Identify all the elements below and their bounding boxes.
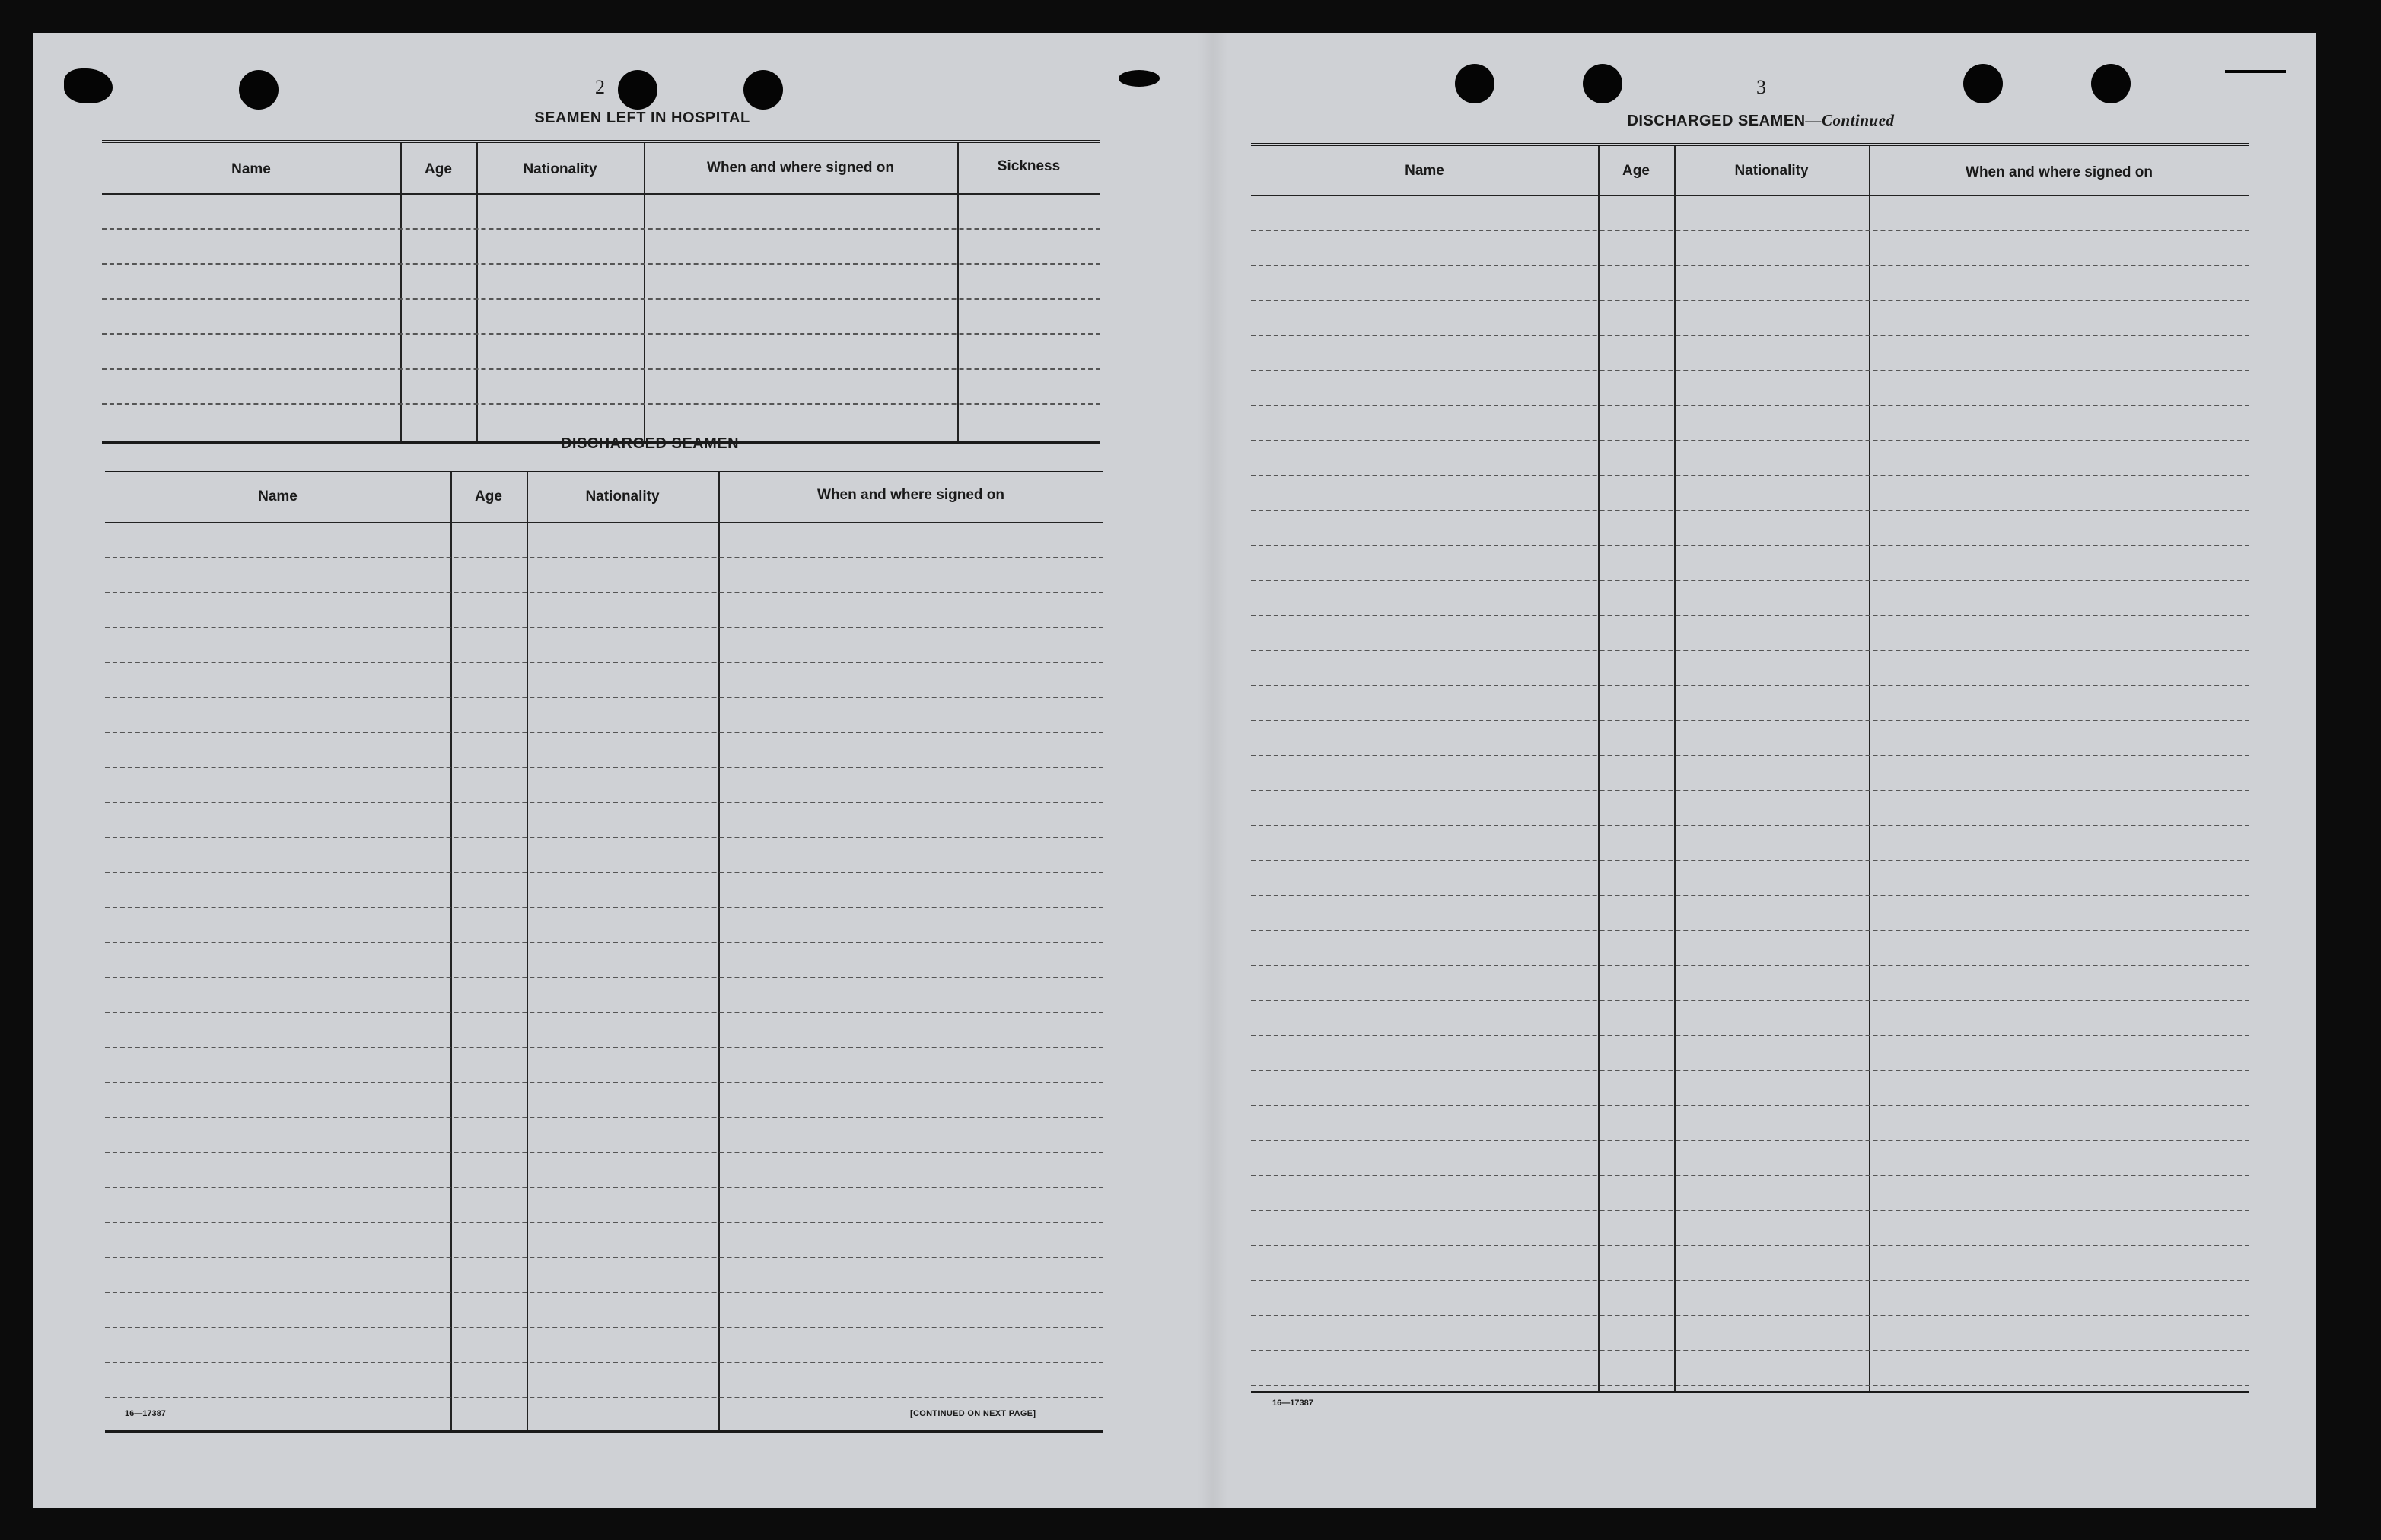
ruled-line [105, 767, 1103, 768]
ruled-line [105, 1222, 1103, 1223]
ruled-line [1251, 825, 2249, 826]
ruled-line [1251, 1035, 2249, 1036]
col-age: Age [425, 161, 452, 177]
ruled-line [1251, 650, 2249, 651]
col-nationality: Nationality [1734, 163, 1809, 179]
ruled-line [105, 1047, 1103, 1048]
col-signed-on: When and where signed on [1966, 164, 2153, 180]
punch-hole [618, 70, 657, 110]
column-rule [400, 143, 402, 441]
ruled-line [102, 368, 1100, 370]
ruled-line [1251, 580, 2249, 581]
column-rule [644, 143, 645, 441]
scanned-sheet [33, 33, 2316, 1508]
ruled-line [1251, 790, 2249, 791]
col-age: Age [1622, 163, 1650, 179]
ruled-line [1251, 965, 2249, 966]
ruled-line [102, 403, 1100, 405]
discharged-continued-table [1251, 143, 2249, 1393]
discharged-continued-title [1548, 111, 1974, 130]
punch-hole [743, 70, 783, 110]
ruled-line [105, 872, 1103, 873]
discharged-table [105, 469, 1103, 1433]
ruled-line [1251, 440, 2249, 441]
ruled-line [1251, 510, 2249, 511]
form-number-left: 16—17387 [125, 1409, 166, 1418]
ruled-line [1251, 1350, 2249, 1351]
hospital-section-title: SEAMEN LEFT IN HOSPITAL [534, 110, 750, 126]
ruled-line [105, 907, 1103, 908]
ruled-line [1251, 860, 2249, 861]
ruled-line [105, 1292, 1103, 1293]
page-number-left: 2 [595, 76, 605, 98]
ruled-line [105, 592, 1103, 593]
ruled-line [102, 228, 1100, 230]
ruled-line [102, 333, 1100, 335]
ruled-line [105, 1397, 1103, 1398]
ruled-line [1251, 1280, 2249, 1281]
ruled-line [1251, 615, 2249, 616]
column-rule [527, 472, 528, 1430]
ruled-line [102, 263, 1100, 265]
discharged-table-header [105, 472, 1103, 523]
ruled-line [1251, 405, 2249, 406]
form-number-right: 16—17387 [1272, 1398, 1313, 1408]
ruled-line [105, 802, 1103, 803]
ruled-line [105, 977, 1103, 978]
ruled-line [1251, 1105, 2249, 1106]
punch-hole [2091, 64, 2131, 103]
ruled-line [105, 1362, 1103, 1363]
continued-note: [CONTINUED ON NEXT PAGE] [910, 1409, 1036, 1418]
punch-hole [239, 70, 279, 110]
col-signed-on: When and where signed on [817, 487, 1004, 503]
page-fold [1198, 33, 1228, 1508]
ruled-line [105, 627, 1103, 628]
column-rule [957, 143, 959, 441]
col-age: Age [475, 488, 502, 504]
ruled-line [1251, 930, 2249, 931]
title-main: DISCHARGED SEAMEN [1627, 113, 1806, 129]
page-number-right: 3 [1756, 76, 1766, 98]
punch-hole [1583, 64, 1622, 103]
col-name: Name [1405, 163, 1444, 179]
ruled-line [105, 662, 1103, 663]
ruled-line [1251, 1000, 2249, 1001]
col-nationality: Nationality [585, 488, 660, 504]
col-name: Name [231, 161, 271, 177]
ruled-line [105, 1117, 1103, 1118]
ruled-line [102, 298, 1100, 300]
ruled-line [1251, 300, 2249, 301]
column-rule [476, 143, 478, 441]
ruled-line [1251, 1245, 2249, 1246]
ruled-line [1251, 1210, 2249, 1211]
ink-blot [64, 68, 113, 103]
title-suffix: —Continued [1805, 111, 1895, 129]
hospital-table [102, 140, 1100, 444]
ruled-line [105, 732, 1103, 733]
column-rule [1598, 146, 1600, 1391]
ruled-line [105, 1257, 1103, 1258]
ruled-line [105, 1327, 1103, 1328]
discharged-section-title: DISCHARGED SEAMEN [560, 435, 740, 452]
ruled-line [1251, 895, 2249, 896]
col-sickness: Sickness [997, 158, 1061, 174]
ink-blot [1119, 70, 1160, 87]
col-nationality: Nationality [523, 161, 597, 177]
col-signed-on: When and where signed on [707, 160, 894, 176]
punch-hole [1963, 64, 2003, 103]
ruled-line [1251, 720, 2249, 721]
ruled-line [105, 1152, 1103, 1153]
ink-mark [2225, 70, 2286, 73]
ruled-line [105, 1187, 1103, 1188]
ruled-line [1251, 265, 2249, 266]
ruled-line [1251, 1385, 2249, 1386]
discharged-continued-header [1251, 146, 2249, 196]
column-rule [450, 472, 452, 1430]
col-name: Name [258, 488, 298, 504]
ruled-line [1251, 685, 2249, 686]
punch-hole [1455, 64, 1494, 103]
ruled-line [1251, 230, 2249, 231]
ruled-line [105, 1012, 1103, 1013]
ruled-line [105, 942, 1103, 943]
ruled-line [1251, 1070, 2249, 1071]
ruled-line [1251, 1140, 2249, 1141]
ruled-line [105, 1082, 1103, 1083]
ruled-line [1251, 545, 2249, 546]
hospital-table-header [102, 143, 1100, 195]
ruled-line [1251, 370, 2249, 371]
ruled-line [105, 557, 1103, 558]
ruled-line [1251, 755, 2249, 756]
ruled-line [105, 837, 1103, 838]
ruled-line [105, 697, 1103, 698]
column-rule [1674, 146, 1676, 1391]
ruled-line [1251, 475, 2249, 476]
ruled-line [1251, 1315, 2249, 1316]
ruled-line [1251, 335, 2249, 336]
column-rule [718, 472, 720, 1430]
ruled-line [1251, 1175, 2249, 1176]
column-rule [1869, 146, 1870, 1391]
